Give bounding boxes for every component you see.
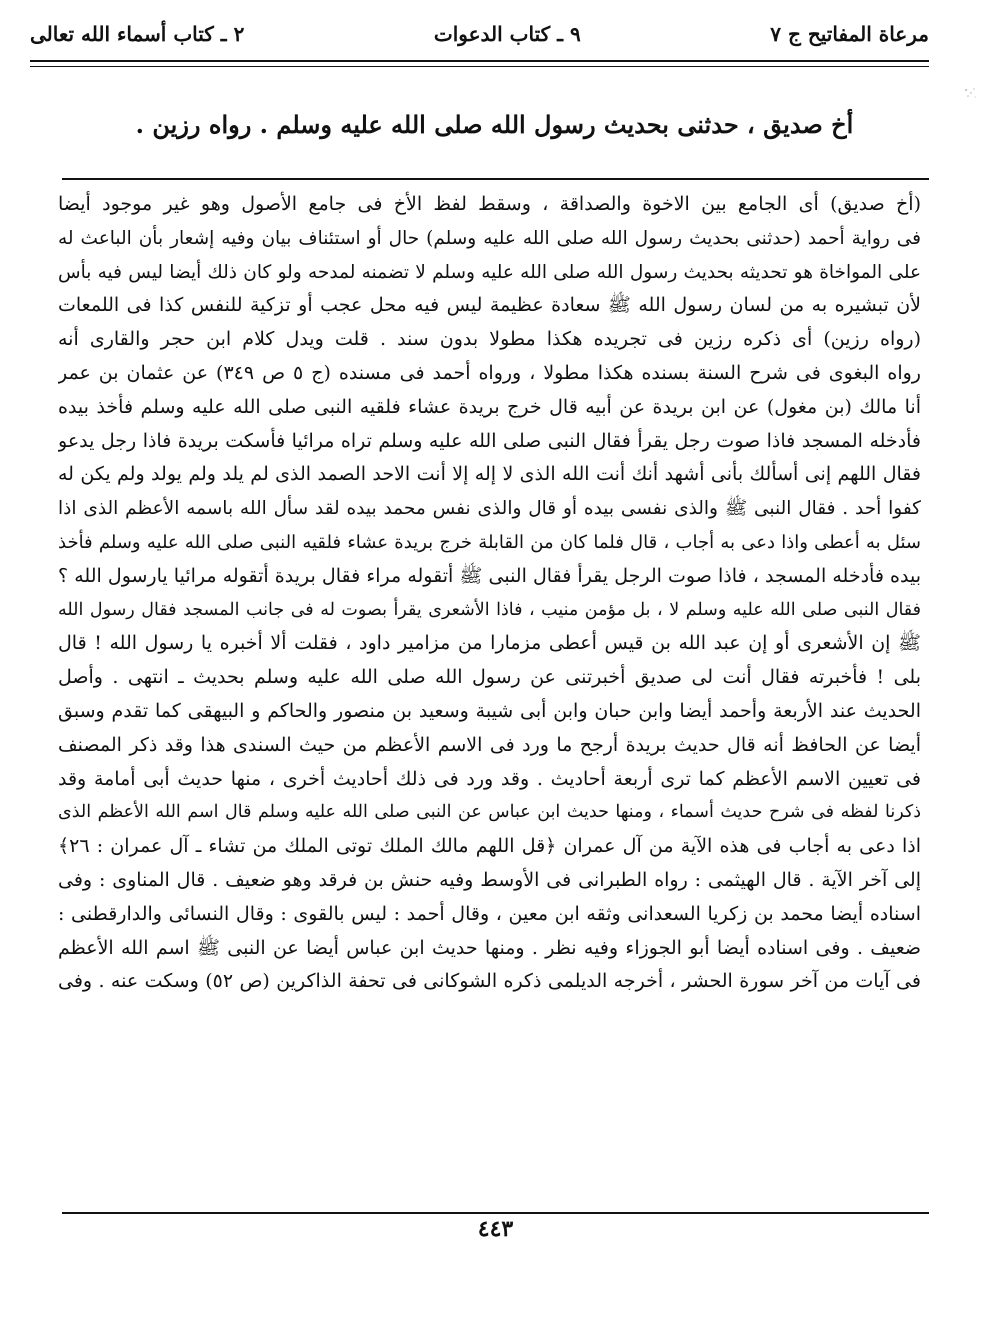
commentary-line: (أخ صديق) أى الجامع بين الاخوة والصداقة ، وسقط لفظ الأخ فى جامع الأصول وهو غير موجود أيضا <box>58 193 921 215</box>
commentary-line: إلى آخر الآية . قال الهيثمى : رواه الطبرانى فى الأوسط وفيه حنش بن فرقد وهو ضعيف . قال المناوى : وفى <box>58 868 921 891</box>
page-number: ٤٤٣ <box>477 1216 514 1242</box>
header-rule-thick <box>30 60 929 62</box>
commentary-line: أنا مالك (بن مغول) عن ابن بريدة عن أبيه قال خرج بريدة عشاء فلقيه النبى صلى الله عليه وسلم فأخذ بيده <box>58 395 921 418</box>
commentary-line: رواه البغوى فى شرح السنة بسنده هكذا مطولا ، ورواه أحمد فى مسنده (ج ٥ ص ٣٤٩) عن عثمان بن عمر <box>58 361 921 384</box>
commentary-line: الحديث عند الأربعة وأحمد أيضا وابن حبان وابن أبى شيبة وسعيد بن منصور والحاكم و البيهقى كما تقدم وسبق <box>58 699 921 722</box>
commentary-line: فى آيات من آخر سورة الحشر ، أخرجه الديلمى ذكره الشوكانى فى تحفة الذاكرين (ص ٥٢) وسكت عنه . وفى <box>58 970 921 993</box>
commentary-line: فأدخله المسجد فاذا صوت رجل يقرأ فقال النبى صلى الله عليه وسلم تراه مرائيا فأسكت بريدة فاذا رجل يدعو <box>58 429 921 452</box>
header-chapter: ٩ ـ كتاب الدعوات <box>433 22 581 46</box>
commentary-line: ضعيف . وفى اسناده أيضا أبو الجوزاء وفيه نظر . ومنها حديث ابن عباس أيضا عن النبى ﷺ اسم الله الأعظم <box>58 936 921 959</box>
scan-speck <box>962 86 978 100</box>
commentary-line: سئل به أعطى واذا دعى به أجاب ، قال فلما كان من القابلة خرج بريدة عشاء فلقيه النبى صلى الله عليه وسلم فأخذ <box>58 531 921 553</box>
header-section: ٢ ـ كتاب أسماء الله تعالى <box>30 22 245 46</box>
commentary-body <box>58 188 921 999</box>
commentary-line: فى رواية أحمد (حدثنى بحديث رسول الله صلى الله عليه وسلم) حال أو استئناف بيان وفيه إشعار بأن الباعث له <box>58 227 921 249</box>
commentary-line: فقال اللهم إنى أسألك بأنى أشهد أنك أنت الله الذى لا إله إلا أنت الاحد الصمد الذى لم يلد ولم يولد ولم يكن له <box>58 463 921 486</box>
section-divider <box>62 178 929 180</box>
commentary-line: بلى ! فأخبرته فقال أنت لى صديق أخبرتنى عن رسول الله صلى الله عليه وسلم بحديث ـ انتهى . وأصل <box>58 666 921 689</box>
commentary-line: فى تعيين الاسم الأعظم كما ترى أربعة أحاديث . وقد ورد فى ذلك أحاديث أخرى ، منها حديث أبى أمامة وقد <box>58 767 921 790</box>
commentary-line: كفوا أحد . فقال النبى ﷺ والذى نفسى بيده أو قال والذى نفس محمد بيده لقد سأل الله باسمه الأعظم الذى اذا <box>58 498 921 520</box>
commentary-line: (رواه رزين) أى ذكره رزين فى تجريده هكذا مطولا بدون سند . قلت ويدل كلام ابن حجر والقارى أنه <box>58 328 921 351</box>
commentary-line: بيده فأدخله المسجد ، فاذا صوت الرجل يقرأ فقال النبى ﷺ أتقوله مراء فقال بريدة أتقوله مرائيا يارسول الله ؟ <box>58 564 921 587</box>
header-book-volume: مرعاة المفاتيح ج ٧ <box>770 22 929 46</box>
commentary-line: اذا دعى به أجاب فى هذه الآية من آل عمران ﴿قل اللهم مالك الملك توتى الملك من تشاء ـ آل عمران : ٢٦﴾ <box>58 835 921 858</box>
commentary-line: اسناده أيضا محمد بن زكريا السعدانى وثقه ابن معين ، وقال أحمد : ليس بالقوى : وقال النسائى والدارقطنى : <box>58 902 921 925</box>
commentary-line: ذكرنا لفظه فى شرح حديث أسماء ، ومنها حديث ابن عباس عن النبى صلى الله عليه وسلم قال اسم الله الأعظم الذى <box>58 802 921 823</box>
commentary-line: فقال النبى صلى الله عليه وسلم لا ، بل مؤمن منيب ، فاذا الأشعرى يقرأ بصوت له فى جانب المسجد فقال رسول الله <box>58 599 921 620</box>
commentary-line: ﷺ إن الأشعرى أو إن عبد الله بن قيس أعطى مزمارا من مزامير داود ، فقلت ألا أخبره يا رسول الله ! قال <box>58 632 921 655</box>
hadith-text: أخ صديق ، حدثنى بحديث رسول الله صلى الله عليه وسلم . رواه رزين . <box>135 110 854 139</box>
commentary-line: لأن تبشيره به من لسان رسول الله ﷺ سعادة عظيمة ليس فيه محل عجب أو تزكية للنفس كذا فى اللمعات <box>58 294 921 317</box>
commentary-line: على المواخاة هو تحديثه بحديث رسول الله صلى الله عليه وسلم لا تضمنه لمدحه ولو كان ذلك أيضا ليس فيه بأس <box>58 261 921 283</box>
header-rule-thin <box>30 66 929 67</box>
running-header <box>30 14 929 54</box>
footer-rule <box>62 1212 929 1214</box>
commentary-line: أيضا عن الحافظ أنه قال حديث بريدة أرجح ما ورد فى الاسم الأعظم من حيث السندى هذا وقد ذكر المصنف <box>58 733 921 756</box>
